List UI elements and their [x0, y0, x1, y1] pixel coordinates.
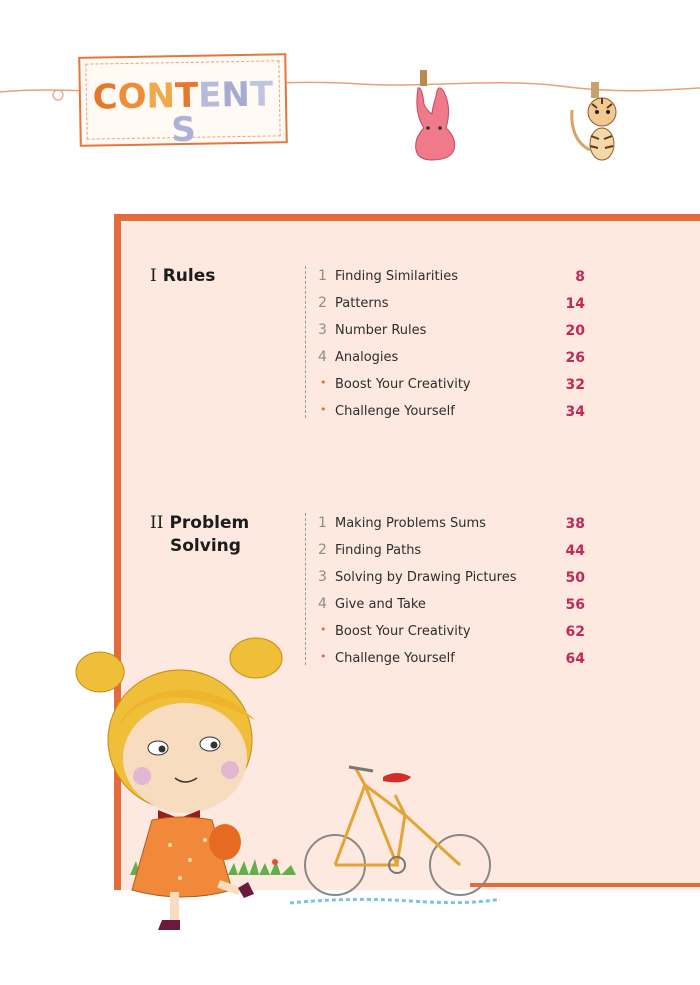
entry-page: 26: [565, 350, 585, 366]
contents-tag: [78, 53, 288, 151]
bullet-icon: •: [320, 403, 327, 416]
toc-entry[interactable]: [318, 268, 588, 295]
title-letter: S: [170, 109, 197, 151]
entry-page: 44: [565, 543, 585, 559]
entry-page: 50: [565, 570, 585, 586]
title-letter: N: [146, 76, 176, 117]
title-letter: O: [117, 76, 147, 118]
unit-heading: [150, 512, 249, 558]
toc-list: [318, 515, 588, 677]
entry-page: 38: [565, 516, 585, 532]
entry-number: 3: [318, 322, 327, 338]
entry-page: 8: [575, 269, 585, 285]
entry-label: Challenge Yourself: [335, 651, 455, 666]
toc-entry[interactable]: [318, 295, 588, 322]
entry-label: Finding Similarities: [335, 269, 459, 284]
bicycle-illustration: [285, 755, 505, 915]
entry-label: Analogies: [335, 350, 399, 365]
bullet-icon: •: [320, 650, 327, 663]
entry-label: Boost Your Creativity: [335, 624, 471, 639]
entry-page: 64: [565, 651, 585, 667]
title-letter: E: [197, 75, 222, 116]
entry-page: 14: [565, 296, 585, 312]
entry-label: Number Rules: [335, 323, 427, 338]
title-letter: N: [221, 74, 251, 116]
entry-number: 4: [318, 349, 327, 365]
unit-roman-numeral: II: [150, 513, 164, 533]
toc-entry[interactable]: [318, 596, 588, 623]
tiger-icon: [572, 82, 616, 160]
unit-roman-numeral: I: [150, 266, 157, 286]
bullet-icon: •: [320, 376, 327, 389]
title-letter: T: [249, 74, 274, 115]
toc-entry[interactable]: [318, 650, 588, 677]
entry-label: Making Problems Sums: [335, 516, 486, 531]
unit-title-text: Rules: [162, 266, 216, 286]
toc-entry[interactable]: [318, 569, 588, 596]
entry-label: Boost Your Creativity: [335, 377, 471, 392]
entry-label: Give and Take: [335, 597, 426, 612]
toc-entry[interactable]: [318, 403, 588, 430]
entry-label: Finding Paths: [335, 543, 422, 558]
toc-entry[interactable]: [318, 349, 588, 376]
entry-page: 62: [565, 624, 585, 640]
entry-label: Patterns: [335, 296, 389, 311]
entry-label: Challenge Yourself: [335, 404, 455, 419]
entry-label: Solving by Drawing Pictures: [335, 570, 517, 585]
entry-number: 2: [318, 542, 327, 558]
entry-number: 1: [318, 515, 327, 531]
toc-entry[interactable]: [318, 542, 588, 569]
toc-entry[interactable]: [318, 322, 588, 349]
toc-entry[interactable]: [318, 376, 588, 403]
entry-number: 3: [318, 569, 327, 585]
entry-page: 32: [565, 377, 585, 393]
entry-page: 20: [565, 323, 585, 339]
entry-page: 56: [565, 597, 585, 613]
page-title: [81, 74, 286, 151]
section-divider: [305, 266, 306, 418]
title-letter: C: [92, 77, 119, 118]
bullet-icon: •: [320, 623, 327, 636]
toc-entry[interactable]: [318, 515, 588, 542]
title-letter: T: [174, 75, 199, 117]
toc-list: [318, 268, 588, 430]
toc-entry[interactable]: [318, 623, 588, 650]
entry-number: 2: [318, 295, 327, 311]
unit-heading: [150, 265, 215, 288]
unit-title-text: Problem: [169, 513, 250, 533]
entry-page: 34: [565, 404, 585, 420]
unit-title-text-line2: Solving: [170, 536, 241, 556]
entry-number: 4: [318, 596, 327, 612]
entry-number: 1: [318, 268, 327, 284]
